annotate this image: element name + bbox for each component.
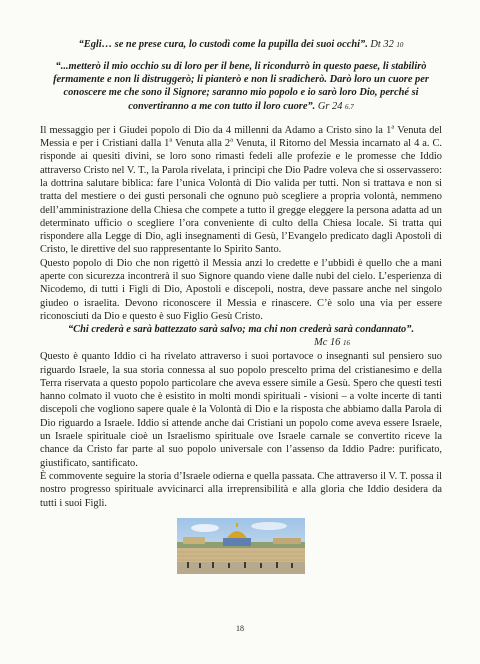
scripture-quote-mark: “Chi crederà e sarà battezzato sarà salvo; ma chi non crederà sarà condannato”.: [67, 324, 415, 336]
scripture-reference: [40, 336, 350, 350]
paragraph-text: Venuta alla 2: [172, 138, 231, 150]
scripture-reference-verse: 16: [343, 339, 350, 348]
paragraph-closing: È commovente seguire la storia d’Israele odierna e quella passata. Che attraverso il V. T. possa il nostro progresso spirituale avvicinarci alla irreprensibilità e alla gloria che Iddio desidera da tutti i suoi Figli.: [40, 470, 442, 509]
paragraph-people-of-god: Questo popolo di Dio che non rigettò il Messia anzi lo credette e l’ubbidì è quello che a mani aperte con sicurezza incontrerà il suo Signore quando viene dalle nubi del cielo. L’esperienza di Nicodemo, di tutti i Figli di Dio, Apostoli e discepoli, nostra, deve passare anche nel singolo giudeo o israelita. Devono riconoscere il Messia e rinascere. C’è solo una via per essere riconosciuti da Dio e questo è suo Figlio Gesù Cristo.: [40, 257, 442, 322]
jerusalem-photo: [177, 518, 305, 574]
epigraph-reference-verse: 6.7: [345, 102, 354, 111]
jerusalem-photo-illustration: [177, 518, 305, 574]
epigraph-reference-book: Dt 32: [370, 39, 394, 50]
epigraph-reference: [318, 101, 354, 112]
epigraph-reference: [370, 39, 403, 50]
epigraph-text: “...metterò il mio occhio su di loro per il bene, li ricondurrò in questo paese, li stabilirò fermamente e non li distruggerò; li pianterò e non li sradicherò. Darò loro un cuore per conoscere me che sono il Signore; saranno mio popolo e io sarò loro Dio, perché si convertiranno a me con tutto il loro cuore”.: [53, 61, 429, 112]
epigraph-reference-book: Gr 24: [317, 100, 343, 112]
ordinal-suffix: a: [391, 123, 395, 131]
page-number: 18: [236, 624, 244, 633]
paragraph-message: [40, 124, 442, 257]
paragraph-text: Venuta, il Ritorno del Messia incarnato al 4 a. C. risponde ai quesiti divini, se loro sono rimasti fedeli alle profezie e le promesse che Iddio attraverso Cristo nel V. T., la Parola rivelata, i principi che Dio Padre voleva che si osservassero: la dottrina salutare biblica: fare l’unica Volontà di Dio valida per tutti. Non si trattava e non si tratta del mestiere o dei gusti personali che ognuno può scegliere a propria volontà, nemmeno dell’amministrazione della Chiesa che compete a tutto il gregge eleggere la persona adatta ad un determinato ufficio o scegliere l’ora conveniente di culto della Chiesa locale. Si tratta qui rispondere alla Legge di Dio, agli insegnamenti di Gesù, l’Evangelo predicato dagli Apostoli di Cristo, le direttive del suo rappresentante lo Spirito Santo.: [40, 138, 443, 256]
paragraph-revelation: Questo è quanto Iddio ci ha rivelato attraverso i suoi portavoce o insegnanti sul pensiero suo riguardo Israele, la sua storia connessa al suo popolo prescelto prima del cristianesimo e della Terra riservata a questo popolo particolare che aveva essere simile a Gesù. Spero che questi testi hanno colmato il vuoto che è esistito in molti mondi spirituali - visioni – a volte incerte di tanti discepoli che vogliono sapere quale è la Volontà di Dio e la risposta che abbiamo dalla Parola di Dio riguardo a Israele. Iddio si attende anche dai Cristiani un popolo come aveva essere Israele, un Israele spirituale cioè un Israelismo spirituale ove Israele carnale se convertito riceve la chance da Cristo far parte al suo popolo universale con l’assenso da Iddio Padre: purificato, giustificato, santificato.: [40, 351, 442, 469]
ordinal-suffix: a: [230, 136, 234, 144]
epigraph-text: “Egli… se ne prese cura, lo custodì come la pupilla dei suoi occhi”.: [78, 39, 368, 50]
ordinal-suffix: a: [169, 136, 173, 144]
epigraph-quote-jeremiah: [40, 60, 442, 114]
paragraph-text: Il messaggio per i Giudei popolo di Dio da 4 millenni da Adamo a Cristo sino la 1: [40, 124, 392, 136]
scripture-reference-book: Mc 16: [314, 337, 341, 349]
epigraph-quote-deuteronomy: [40, 38, 442, 52]
paragraph-text: Venuta del Messia e per i Cristiani dalla 1: [40, 124, 442, 150]
epigraph-reference-verse: 10: [396, 41, 404, 49]
